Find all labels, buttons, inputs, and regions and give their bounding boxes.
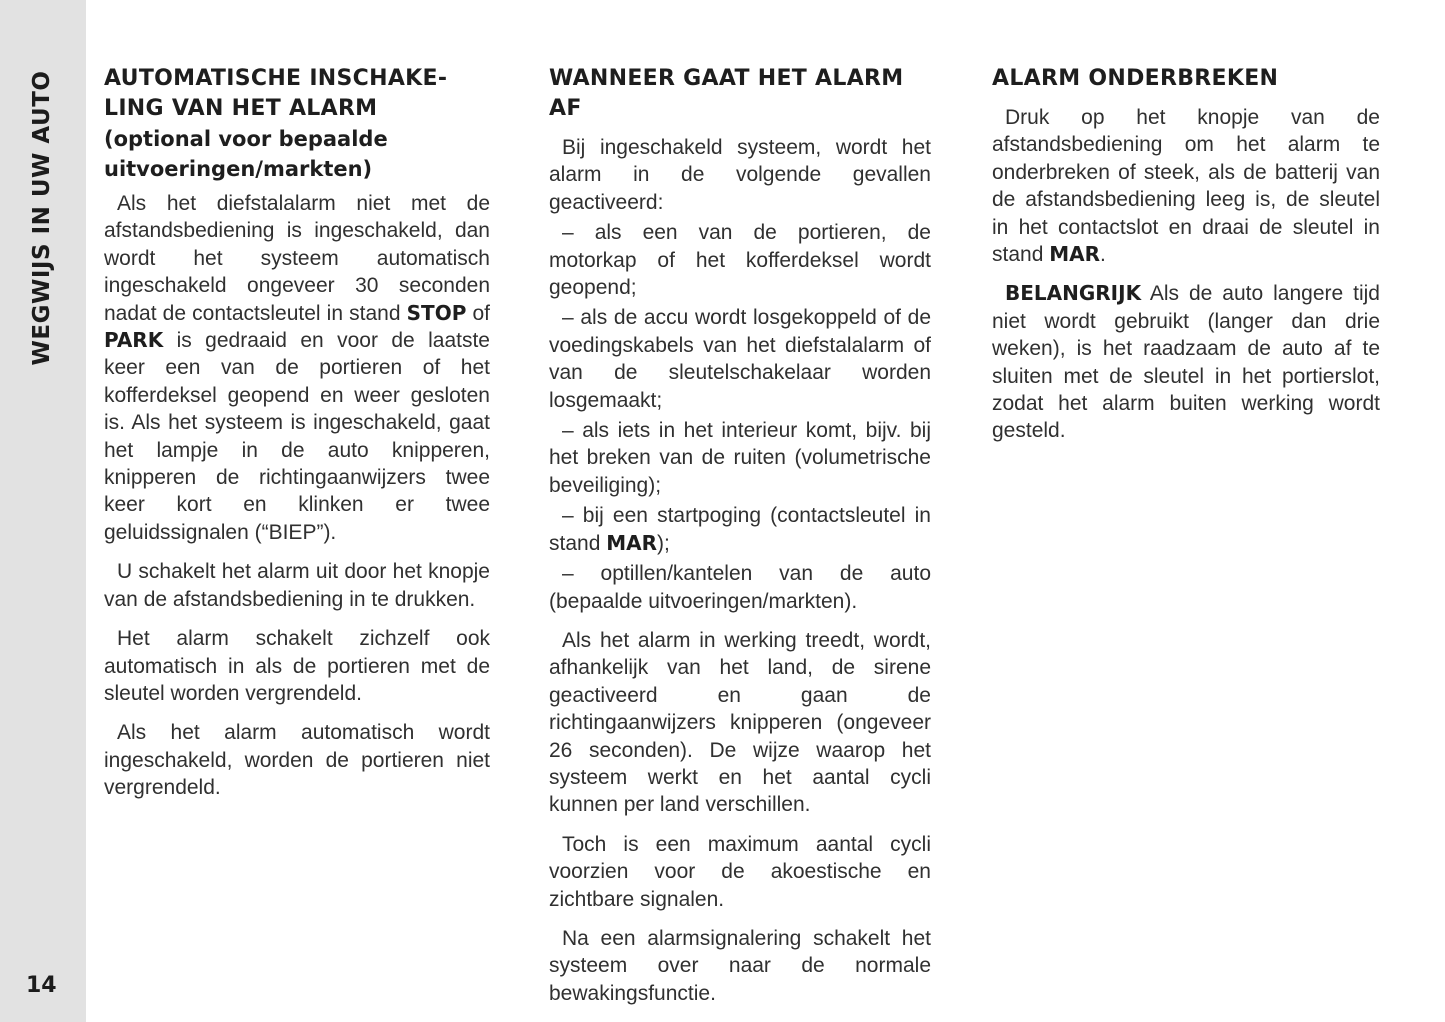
text-run: ); xyxy=(657,531,670,555)
list-item: – als iets in het interieur komt, bijv. bij het breken van de ruiten (volumetrische beveiliging); xyxy=(549,419,931,497)
subheading-line: uitvoeringen/markten) xyxy=(104,157,373,181)
text-run: – bij een startpoging (contactsleutel in stand xyxy=(549,504,931,555)
page-number: 14 xyxy=(26,973,57,998)
paragraph: Het alarm schakelt zichzelf ook automatisch in als de portieren met de sleutel worden vergrendeld. xyxy=(104,627,490,705)
list-item xyxy=(549,502,931,557)
sidebar xyxy=(0,0,86,1022)
important-label: BELANGRIJK xyxy=(1005,281,1142,306)
column-automatic-activation xyxy=(104,64,490,814)
paragraph xyxy=(992,104,1380,268)
heading-when-alarm-triggers xyxy=(549,64,931,124)
subheading-line: (optional voor bepaalde xyxy=(104,127,388,151)
text-run: Als het diefstalalarm niet met de afstandsbediening is ingeschakeld, dan wordt het systeem automatisch ingeschakeld ongeveer 30 seconden nadat de contactsleutel in stand xyxy=(104,192,490,325)
heading-automatic-activation xyxy=(104,64,490,184)
paragraph: U schakelt het alarm uit door het knopje van de afstandsbediening in te drukken. xyxy=(104,560,490,611)
column-when-alarm-triggers xyxy=(549,64,931,1019)
heading-line: LING VAN HET ALARM xyxy=(104,96,378,121)
heading-line: WANNEER GAAT HET ALARM xyxy=(549,66,904,91)
column-interrupt-alarm xyxy=(992,64,1380,457)
paragraph: Als het alarm automatisch wordt ingeschakeld, worden de portieren niet vergrendeld. xyxy=(104,721,490,800)
heading-interrupt-alarm: ALARM ONDERBREKEN xyxy=(992,66,1279,91)
paragraph: Bij ingeschakeld systeem, wordt het alarm in de volgende gevallen geactiveerd: xyxy=(549,136,931,214)
paragraph xyxy=(992,280,1380,444)
paragraph: Als het alarm in werking treedt, wordt, afhankelijk van het land, de sirene geactiveerd en gaan de richtingaanwijzers knipperen (ongeveer 26 seconden). De wijze waarop het systeem werkt en het aantal cycli kunnen per land verschillen. xyxy=(549,628,931,817)
bold-term: STOP xyxy=(406,300,467,325)
bold-term: MAR xyxy=(606,530,657,555)
paragraph xyxy=(104,190,490,546)
text-run: . xyxy=(1100,243,1106,267)
paragraph: Na een alarmsignalering schakelt het systeem over naar de normale bewakingsfunctie. xyxy=(549,926,931,1005)
list-item: – als een van de portieren, de motorkap of het kofferdeksel wordt geopend; xyxy=(549,221,931,300)
list-item: – als de accu wordt losgekoppeld of de voedingskabels van het diefstalalarm of van de sleutelschakelaar worden losgemaakt; xyxy=(549,306,931,412)
text-run: Als de auto langere tijd niet wordt gebruikt (langer dan drie weken), is het raadzaam de auto af te sluiten met de sleutel in het portierslot, zodat het alarm buiten werking wordt gesteld. xyxy=(992,282,1380,443)
text-run: Druk op het knopje van de afstandsbediening om het alarm te onderbreken of steek, als de batterij van de afstandsbediening leeg is, de sleutel in het contactslot en draai de sleutel in stand xyxy=(992,106,1380,267)
list-item: – optillen/kantelen van de auto (bepaalde uitvoeringen/markten). xyxy=(549,562,931,613)
bold-term: MAR xyxy=(1049,242,1100,267)
heading-line: AUTOMATISCHE INSCHAKE- xyxy=(104,66,448,91)
text-run: of xyxy=(466,301,490,325)
paragraph: Toch is een maximum aantal cycli voorzien voor de akoestische en zichtbare signalen. xyxy=(549,832,931,911)
section-label: WEGWIJS IN UW AUTO xyxy=(29,70,55,366)
heading-line: AF xyxy=(549,96,582,121)
text-run: is gedraaid en voor de laatste keer een van de portieren of het kofferdeksel geopend en weer gesloten is. Als het systeem is ingeschakeld, gaat het lampje in de auto knipperen, knipperen de richtingaanwijzers twee keer kort en klinken er twee geluidssignalen (“BIEP”). xyxy=(104,329,490,544)
bold-term: PARK xyxy=(104,328,164,353)
